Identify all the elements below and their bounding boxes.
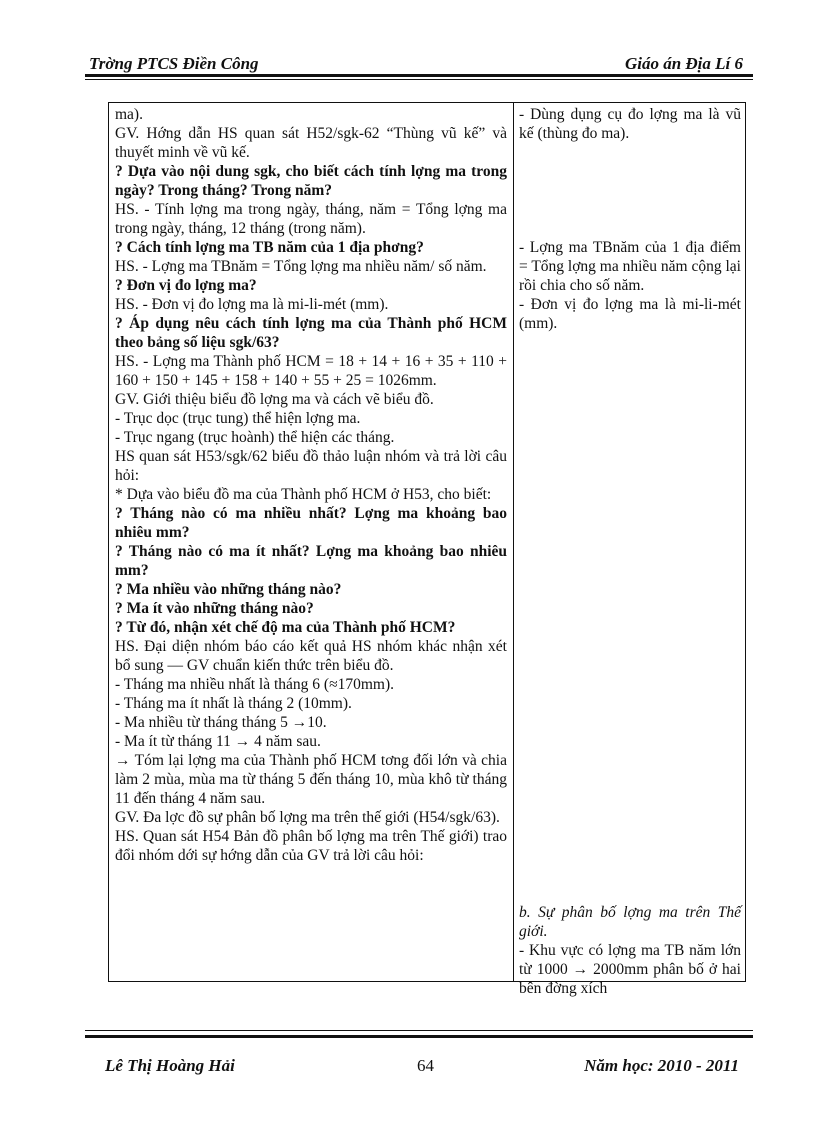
left-column <box>115 105 507 865</box>
text-line: GV. Giới thiệu biểu đồ lợng ma và cách vẽ biểu đồ. <box>115 391 434 408</box>
answer-item: - Khu vực có lợng ma TB năm lớn từ 1000 → 2000mm phân bố ở hai bên đờng xích <box>519 942 741 997</box>
text-line: GV. Đa lợc đồ sự phân bố lợng ma trên thế giới (H54/sgk/63). <box>115 809 500 826</box>
header-school: Trờng PTCS Điền Công <box>89 54 259 73</box>
text-line: ma). <box>115 106 143 123</box>
text-line: HS. - Tính lợng ma trong ngày, tháng, năm = Tổng lợng ma trong ngày, tháng, 12 tháng (trong năm). <box>115 201 507 237</box>
footer-author: Lê Thị Hoàng Hải <box>105 1056 235 1075</box>
text-line: GV. Hớng dẫn HS quan sát H52/sgk-62 “Thùng vũ kế” và thuyết minh về vũ kế. <box>115 125 507 161</box>
question-line: ? Ma nhiều vào những tháng nào? <box>115 581 342 598</box>
text-line: - Tháng ma ít nhất là tháng 2 (10mm). <box>115 695 352 712</box>
text-line: - Ma ít từ tháng 11 → 4 năm sau. <box>115 733 321 750</box>
footer-school-year: Năm học: 2010 - 2011 <box>584 1056 739 1075</box>
question-line: ? Cách tính lợng ma TB năm của 1 địa phơng? <box>115 239 424 256</box>
text-line: - Ma nhiều từ tháng tháng 5 →10. <box>115 714 327 731</box>
text-line: - Tháng ma nhiều nhất là tháng 6 (≈170mm). <box>115 676 394 693</box>
question-line: ? Dựa vào nội dung sgk, cho biết cách tính lợng ma trong ngày? Trong tháng? Trong năm? <box>115 163 507 199</box>
text-line: → Tóm lại lợng ma của Thành phố HCM tơng đối lớn và chia làm 2 mùa, mùa ma từ tháng 5 đến tháng 10, mùa khô từ tháng 11 đến tháng 4 năm sau. <box>115 752 507 807</box>
page-number: 64 <box>417 1056 434 1075</box>
answer-item: - Đơn vị đo lợng ma là mi-li-mét (mm). <box>519 296 741 332</box>
text-line: - Trục dọc (trục tung) thể hiện lợng ma. <box>115 410 361 427</box>
header-rule-thin <box>85 79 753 80</box>
text-line: HS. - Đơn vị đo lợng ma là mi-li-mét (mm). <box>115 296 389 313</box>
spacer <box>519 333 741 903</box>
text-line: HS. Quan sát H54 Bản đồ phân bố lợng ma trên Thế giới) trao đổi nhóm dới sự hớng dẫn của GV trả lời câu hỏi: <box>115 828 507 864</box>
answer-item: - Dùng dụng cụ đo lợng ma là vũ kế (thùng đo ma). <box>519 106 741 142</box>
question-line: ? Tháng nào có ma nhiều nhất? Lợng ma khoảng bao nhiêu mm? <box>115 505 507 541</box>
header-rule-thick <box>85 74 753 77</box>
header-subject: Giáo án Địa Lí 6 <box>624 54 743 73</box>
question-line: ? Đơn vị đo lợng ma? <box>115 277 257 294</box>
question-line: ? Tháng nào có ma ít nhất? Lợng ma khoảng bao nhiêu mm? <box>115 543 507 579</box>
page-header <box>85 50 753 76</box>
text-line: - Trục ngang (trục hoành) thể hiện các tháng. <box>115 429 395 446</box>
question-line: ? Ma ít vào những tháng nào? <box>115 600 314 617</box>
page-footer <box>85 1050 753 1080</box>
text-line: HS. - Lợng ma Thành phố HCM = 18 + 14 + 16 + 35 + 110 + 160 + 150 + 145 + 158 + 140 + 55 + 25 = 1026mm. <box>115 353 507 389</box>
text-line: * Dựa vào biểu đồ ma của Thành phố HCM ở H53, cho biết: <box>115 486 492 503</box>
question-line: ? Từ đó, nhận xét chế độ ma của Thành phố HCM? <box>115 619 456 636</box>
right-column <box>519 105 741 998</box>
section-heading: b. Sự phân bố lợng ma trên Thế giới. <box>519 904 741 940</box>
text-line: HS. - Lợng ma TBnăm = Tổng lợng ma nhiều năm/ số năm. <box>115 258 487 275</box>
footer-rule-thin <box>85 1030 753 1031</box>
spacer <box>519 143 741 238</box>
lesson-table <box>108 102 746 997</box>
footer-rule-thick <box>85 1035 753 1038</box>
text-line: HS. Đại diện nhóm báo cáo kết quả HS nhóm khác nhận xét bổ sung — GV chuẩn kiến thức trên biểu đồ. <box>115 638 507 674</box>
column-divider <box>513 103 514 981</box>
text-line: HS quan sát H53/sgk/62 biểu đồ thảo luận nhóm và trả lời câu hỏi: <box>115 448 507 484</box>
answer-item: - Lợng ma TBnăm của 1 địa điểm = Tổng lợng ma nhiều năm cộng lại rồi chia cho số năm. <box>519 239 741 294</box>
question-line: ? Áp dụng nêu cách tính lợng ma của Thành phố HCM theo bảng số liệu sgk/63? <box>115 315 507 351</box>
